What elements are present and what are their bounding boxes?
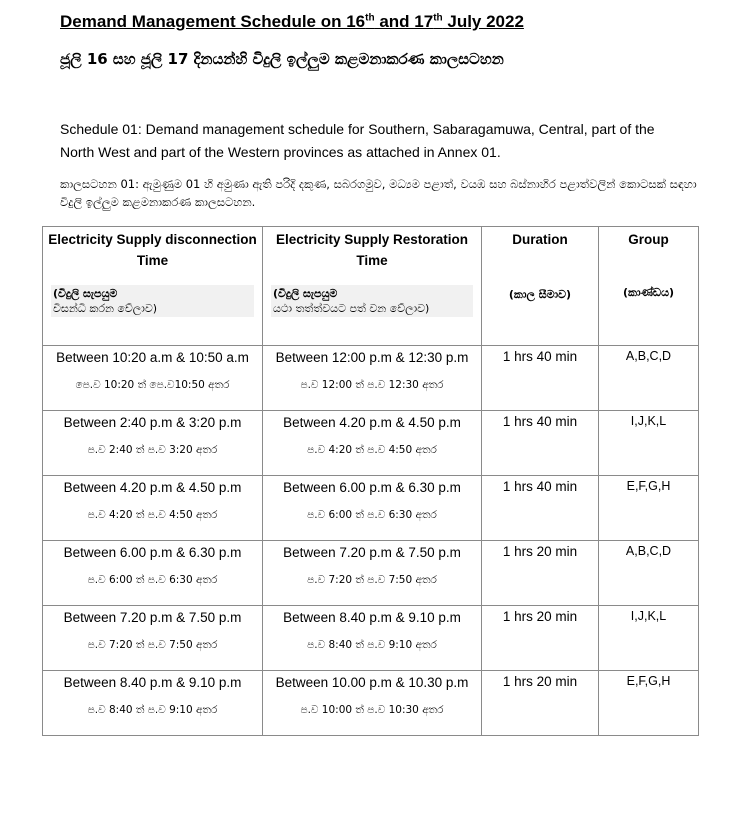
disconnection-time-en: Between 8.40 p.m & 9.10 p.m	[63, 675, 242, 690]
restoration-time-en: Between 10.00 p.m & 10.30 p.m	[275, 675, 469, 690]
group-value: E,F,G,H	[626, 674, 671, 688]
group-value: I,J,K,L	[630, 414, 667, 428]
disconnection-time-si: ප.ව 7:20 ත් ප.ව 7:50 අතර	[87, 639, 218, 651]
disconnection-time-en: Between 7.20 p.m & 7.50 p.m	[63, 610, 242, 625]
duration-cell	[482, 476, 599, 541]
duration-cell	[482, 541, 599, 606]
table-row	[43, 476, 699, 541]
restoration-time-en: Between 6.00 p.m & 6.30 p.m	[283, 480, 461, 495]
disconnection-time-si: පෙ.ව 10:20 ත් පෙ.ව10:50 අතර	[75, 379, 230, 391]
group-cell	[599, 411, 699, 476]
header-group-si: (කාණ්ඩය)	[622, 286, 675, 299]
duration-value: 1 hrs 20 min	[502, 674, 578, 689]
intro-sinhala: කාලසටහන 01: ඇමුණුම 01 හි අමුණා ඇති පරිදි දකුණ, සබරගමුව, මධ්‍යම පළාත්, වයඹ සහ බස්නාහිර පළාත්වලින් කොටසක් සඳහා විදුලි ඉල්ලුම කළමනාකරණ කාලසටහන.	[60, 177, 697, 209]
header-restoration-si	[271, 285, 473, 317]
restoration-cell	[263, 411, 482, 476]
duration-value: 1 hrs 40 min	[502, 479, 578, 494]
duration-cell	[482, 411, 599, 476]
duration-value: 1 hrs 20 min	[502, 609, 578, 624]
document-title	[60, 12, 524, 32]
header-disconnection-si	[51, 285, 254, 317]
intro-english: Schedule 01: Demand management schedule for Southern, Sabaragamuwa, Central, part of the North West and part of the Western provinces as attached in Annex 01.	[60, 121, 655, 160]
header-duration-en: Duration	[512, 232, 568, 247]
header-disconnection	[43, 227, 263, 346]
restoration-time-en: Between 8.40 p.m & 9.10 p.m	[283, 610, 461, 625]
restoration-time-si: ප.ව 8:40 ත් ප.ව 9:10 අතර	[307, 639, 437, 651]
disconnection-cell	[43, 346, 263, 411]
disconnection-cell	[43, 606, 263, 671]
restoration-time-si: ප.ව 12:00 ත් ප.ව 12:30 අතර	[300, 379, 444, 391]
restoration-time-si: ප.ව 7:20 ත් ප.ව 7:50 අතර	[307, 574, 437, 586]
header-group-en: Group	[628, 232, 669, 247]
title-sup-1: th	[365, 12, 375, 24]
restoration-cell	[263, 541, 482, 606]
group-cell	[599, 541, 699, 606]
restoration-time-en: Between 4.20 p.m & 4.50 p.m	[283, 415, 461, 430]
disconnection-time-si: ප.ව 8:40 ත් ප.ව 9:10 අතර	[87, 704, 218, 716]
header-duration-si: (කාල සීමාව)	[508, 288, 572, 301]
header-disconnection-si-line1: (විදුලි සැපයුම	[53, 287, 118, 300]
restoration-cell	[263, 476, 482, 541]
disconnection-time-en: Between 4.20 p.m & 4.50 p.m	[63, 480, 242, 495]
group-cell	[599, 346, 699, 411]
disconnection-time-si: ප.ව 4:20 ත් ප.ව 4:50 අතර	[87, 509, 218, 521]
header-duration	[482, 227, 599, 346]
disconnection-time-en: Between 10:20 a.m & 10:50 a.m	[56, 350, 249, 365]
schedule-table	[42, 226, 699, 736]
restoration-cell	[263, 606, 482, 671]
group-value: A,B,C,D	[625, 544, 672, 558]
duration-cell	[482, 671, 599, 736]
duration-value: 1 hrs 40 min	[502, 414, 578, 429]
disconnection-time-en: Between 2:40 p.m & 3:20 p.m	[63, 415, 242, 430]
group-cell	[599, 606, 699, 671]
header-group	[599, 227, 699, 346]
restoration-time-si: ප.ව 4:20 ත් ප.ව 4:50 අතර	[307, 444, 437, 456]
restoration-time-en: Between 12:00 p.m & 12:30 p.m	[275, 350, 469, 365]
disconnection-cell	[43, 411, 263, 476]
group-cell	[599, 476, 699, 541]
disconnection-time-en: Between 6.00 p.m & 6.30 p.m	[63, 545, 242, 560]
table-row	[43, 606, 699, 671]
table-row	[43, 671, 699, 736]
duration-value: 1 hrs 20 min	[502, 544, 578, 559]
group-value: I,J,K,L	[630, 609, 667, 623]
table-row	[43, 346, 699, 411]
header-restoration-en: Electricity Supply Restoration Time	[275, 232, 469, 268]
duration-cell	[482, 346, 599, 411]
duration-cell	[482, 606, 599, 671]
table-header-row	[43, 227, 699, 346]
header-disconnection-en: Electricity Supply disconnection Time	[48, 232, 257, 268]
disconnection-time-si: ප.ව 2:40 ත් ප.ව 3:20 අතර	[87, 444, 218, 456]
duration-value: 1 hrs 40 min	[502, 349, 578, 364]
table-row	[43, 411, 699, 476]
table-row	[43, 541, 699, 606]
group-cell	[599, 671, 699, 736]
title-sup-2: th	[433, 12, 443, 24]
restoration-cell	[263, 671, 482, 736]
restoration-time-si: ප.ව 6:00 ත් ප.ව 6:30 අතර	[307, 509, 437, 521]
restoration-time-en: Between 7.20 p.m & 7.50 p.m	[283, 545, 461, 560]
group-value: E,F,G,H	[626, 479, 671, 493]
disconnection-cell	[43, 476, 263, 541]
header-restoration-si-line1: (විදුලි සැපයුම	[273, 287, 338, 300]
title-suffix: July 2022	[442, 12, 524, 31]
disconnection-cell	[43, 671, 263, 736]
header-disconnection-si-line2: විසන්ධි කරන වේලාව)	[53, 302, 158, 315]
restoration-cell	[263, 346, 482, 411]
disconnection-cell	[43, 541, 263, 606]
title-mid: and 17	[374, 12, 434, 31]
title-prefix: Demand Management Schedule on 16	[60, 12, 366, 31]
disconnection-time-si: ප.ව 6:00 ත් ප.ව 6:30 අතර	[87, 574, 218, 586]
group-value: A,B,C,D	[625, 349, 672, 363]
restoration-time-si: ප.ව 10:00 ත් ප.ව 10:30 අතර	[300, 704, 444, 716]
document-title-sinhala: ජූලි 16 සහ ජූලි 17 දිනයන්හි විදුලි ඉල්ලුම කළමනාකරණ කාලසටහන	[60, 50, 504, 68]
header-restoration-si-line2: යථා තත්ත්වයට පත් වන වේලාව)	[273, 302, 430, 315]
header-restoration	[263, 227, 482, 346]
